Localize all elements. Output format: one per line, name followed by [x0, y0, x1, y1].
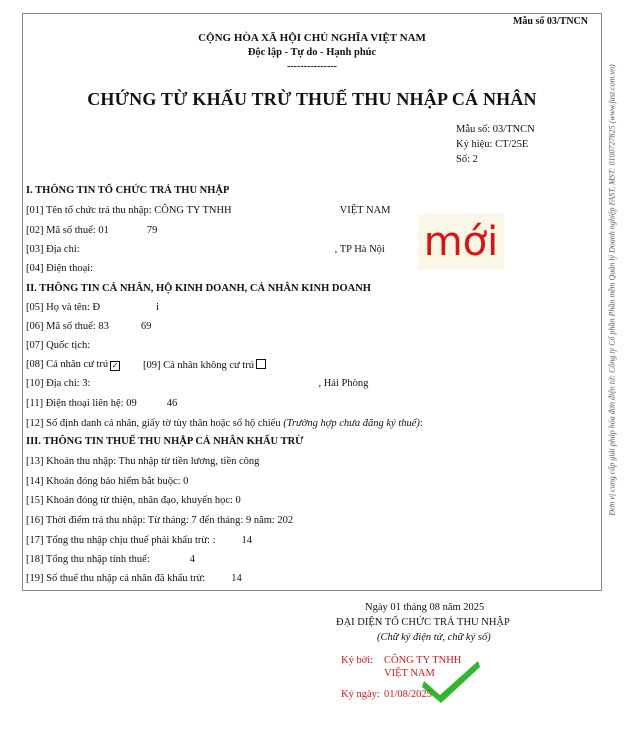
row-08-label: [08] Cá nhân cư trú [26, 359, 109, 370]
row-04: [04] Điện thoại: [26, 263, 94, 274]
signature-note: (Chữ ký điện tử, chữ ký số) [377, 632, 491, 643]
row-06-value: 69 [140, 321, 152, 332]
document-title: CHỨNG TỪ KHẤU TRỪ THUẾ THU NHẬP CÁ NHÂN [87, 89, 537, 109]
row-16: [16] Thời điểm trả thu nhập: Từ tháng: 7 đến tháng: 9 năm: 202 [26, 515, 294, 526]
section-2-heading: II. THÔNG TIN CÁ NHÂN, HỘ KINH DOANH, CÁ NHÂN KINH DOANH [26, 283, 371, 294]
row-06-label: [06] Mã số thuế: 83 [26, 321, 109, 332]
row-10-label: [10] Địa chỉ: 3: [26, 378, 91, 389]
meta-number: Số: 2 [456, 154, 478, 165]
row-12-label: [12] Số định danh cá nhân, giấy tờ tùy thân hoặc số hộ chiếu [26, 418, 281, 429]
row-18-value: 4 [189, 554, 195, 565]
row-03-value: , TP Hà Nội [334, 244, 385, 255]
row-08 [26, 359, 120, 371]
row-17-label: [17] Tổng thu nhập chịu thuế phải khấu trừ: : [26, 535, 216, 546]
form-code: Mẫu số 03/TNCN [512, 16, 588, 27]
section-3-heading: III. THÔNG TIN THUẾ THU NHẬP CÁ NHÂN KHẤU TRỪ [26, 436, 304, 447]
row-01-label: [01] Tên tổ chức trả thu nhập: CÔNG TY TNHH [26, 205, 232, 216]
row-13: [13] Khoản thu nhập: Thu nhập từ tiền lương, tiền công [26, 456, 260, 467]
row-05 [26, 302, 159, 313]
row-02-label: [02] Mã số thuế: 01 [26, 225, 109, 236]
row-03-label: [03] Địa chỉ: [26, 244, 80, 255]
row-05-label: [05] Họ và tên: Đ [26, 302, 101, 313]
section-1-heading: I. THÔNG TIN TỔ CHỨC TRẢ THU NHẬP [26, 185, 230, 196]
nation-heading: CỘNG HÒA XÃ HỘI CHỦ NGHĨA VIỆT NAM [198, 32, 426, 44]
meta-form: Mẫu số: 03/TNCN [456, 124, 535, 135]
row-18-label: [18] Tổng thu nhập tính thuế: [26, 554, 150, 565]
row-03 [26, 244, 385, 255]
sign-date: Ngày 01 tháng 08 năm 2025 [365, 602, 485, 613]
row-10-value: , Hải Phòng [318, 378, 369, 389]
row-02 [26, 225, 157, 236]
signed-by-name-1: CÔNG TY TNHH [384, 655, 462, 666]
representative-label: ĐẠI DIỆN TỔ CHỨC TRẢ THU NHẬP [336, 617, 510, 628]
row-14: [14] Khoản đóng bảo hiểm bắt buộc: 0 [26, 476, 189, 487]
row-02-value: 79 [146, 225, 158, 236]
row-15: [15] Khoản đóng từ thiện, nhân đạo, khuyến học: 0 [26, 495, 241, 506]
row-07: [07] Quốc tịch: [26, 340, 91, 351]
row-17 [26, 535, 252, 546]
meta-symbol: Ký hiệu: CT/25E [456, 139, 529, 150]
signed-by-label: Ký bởi: [341, 655, 374, 666]
row-11-value: 46 [166, 398, 178, 409]
row-05-value: i [156, 302, 159, 313]
row-09-label: [09] Cá nhân không cư trú [143, 360, 254, 371]
provider-side-note: Đơn vị cung cấp giải pháp hóa đơn điện tử: Công ty Cổ phần Phần mềm Quản lý Doanh nghiệp FAST, MST: 0100727825 (www.fast.com.vn) [607, 64, 617, 516]
signed-by-name-2: VIỆT NAM [384, 668, 435, 679]
row-06 [26, 321, 151, 332]
row-01 [26, 205, 391, 216]
resident-checkbox: ✓ [111, 361, 119, 370]
row-10 [26, 378, 368, 389]
motto: Độc lập - Tự do - Hạnh phúc [247, 47, 377, 58]
signed-date-label: Ký ngày: [341, 689, 380, 700]
header-divider: --------------- [287, 61, 337, 72]
row-11-label: [11] Điện thoại liên hệ: 09 [26, 398, 137, 409]
row-12-note: (Trường hợp chưa đăng ký thuế) [283, 418, 420, 429]
row-19-label: [19] Số thuế thu nhập cá nhân đã khấu trừ: [26, 573, 206, 584]
row-18 [26, 554, 195, 565]
non-resident-checkbox [256, 359, 266, 369]
row-12: [12] Số định danh cá nhân, giấy tờ tùy thân hoặc số hộ chiếu (Trường hợp chưa đăng ký thuế): [26, 418, 423, 429]
row-09 [143, 359, 266, 371]
row-17-value: 14 [241, 535, 253, 546]
row-11 [26, 398, 177, 409]
signed-date-value: 01/08/2025 [384, 689, 432, 700]
new-stamp: mới [418, 214, 504, 270]
row-01-value: VIỆT NAM [339, 205, 391, 216]
row-19-value: 14 [231, 573, 242, 584]
row-19 [26, 573, 242, 584]
